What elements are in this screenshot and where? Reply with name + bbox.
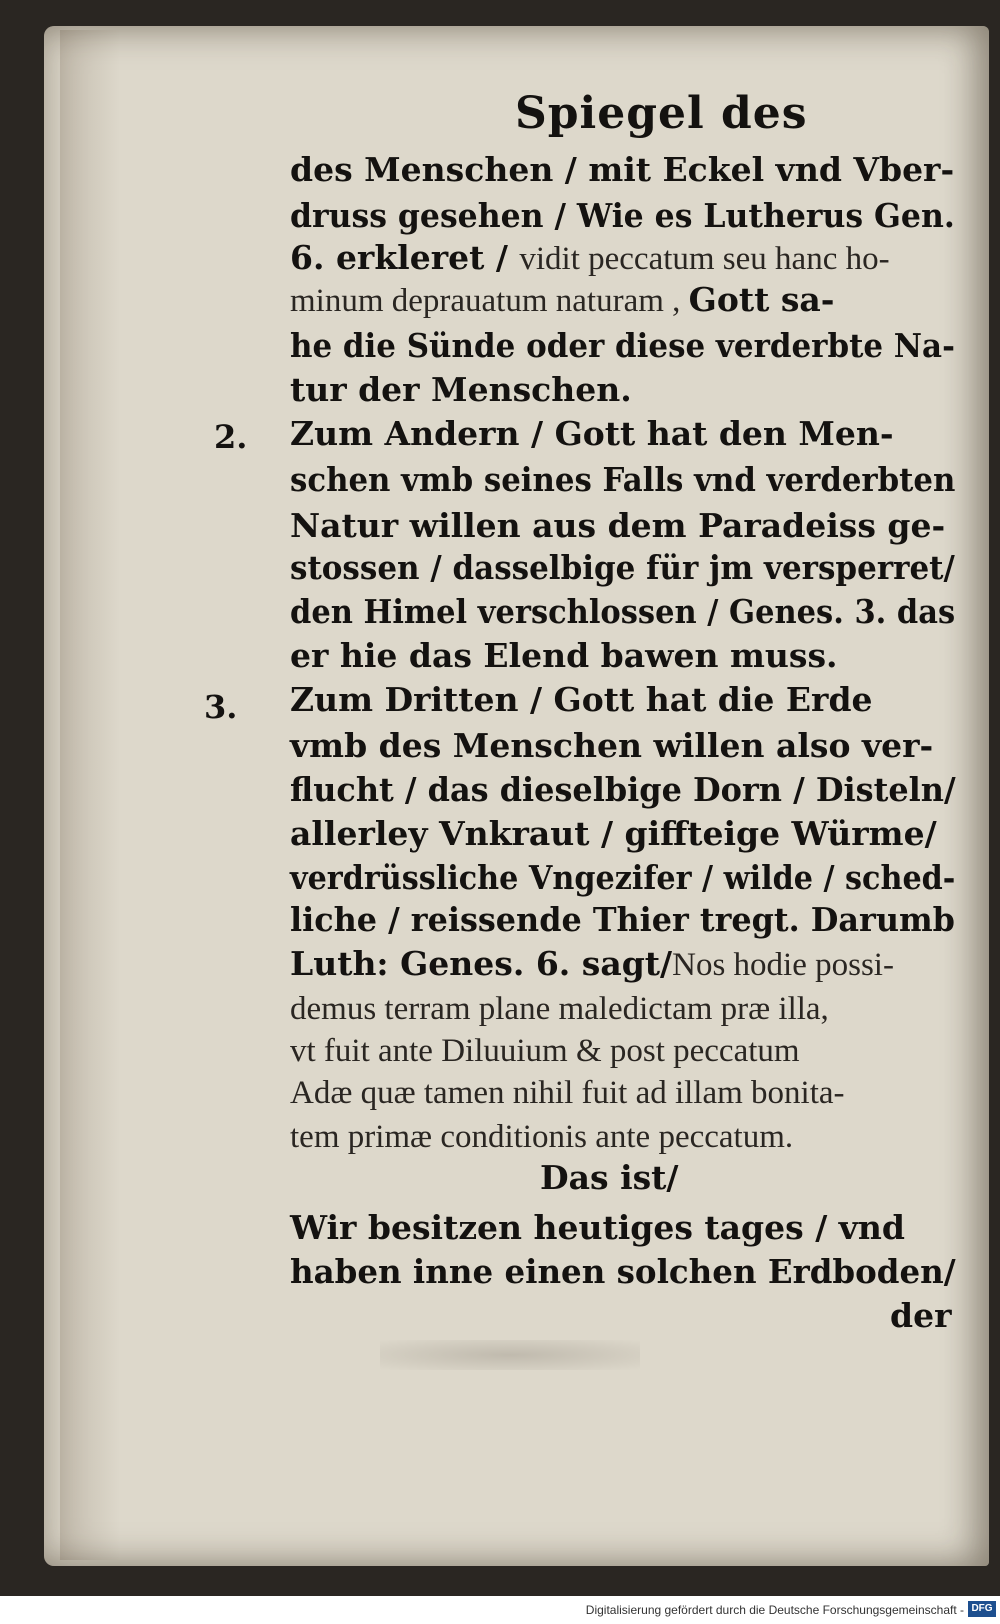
german-text: vmb des Menschen willen also ver-	[290, 726, 934, 765]
latin-text: minum deprauatum naturam ,	[290, 283, 689, 319]
text-line	[290, 988, 829, 1030]
dfg-logo: DFG	[968, 1601, 996, 1617]
latin-text: vt fuit ante Diluuium & post peccatum	[290, 1033, 800, 1069]
text-line	[290, 1208, 905, 1250]
text-line	[290, 196, 955, 238]
german-text: Zum Dritten / Gott hat die Erde	[290, 680, 873, 719]
text-line	[290, 1116, 793, 1158]
german-text: der	[890, 1296, 952, 1335]
text-line	[290, 944, 894, 986]
german-text: Gott sa-	[688, 280, 835, 319]
latin-text: demus terram plane maledictam præ illa,	[290, 991, 829, 1027]
german-text: des Menschen / mit Eckel vnd Vber-	[290, 150, 955, 189]
text-line	[290, 858, 955, 900]
text-line	[290, 414, 894, 456]
german-text: schen vmb seines Falls vnd verderbten	[290, 460, 956, 499]
text-line	[290, 1030, 800, 1072]
text-line	[290, 680, 873, 722]
text-line	[290, 900, 955, 942]
text-line	[290, 636, 838, 678]
margin-number-3: 3.	[204, 688, 238, 726]
german-text: Luth: Genes. 6. sagt/	[290, 944, 673, 983]
german-text: Zum Andern / Gott hat den Men-	[290, 414, 894, 453]
margin-number-2: 2.	[214, 418, 248, 456]
text-line	[290, 592, 955, 634]
german-text: allerley Vnkraut / giffteige Würme/	[290, 814, 937, 853]
text-line	[290, 280, 834, 322]
text-line	[290, 238, 890, 280]
latin-text: Nos hodie possi-	[672, 947, 894, 983]
text-line	[890, 1296, 951, 1338]
text-line	[290, 726, 933, 768]
german-text: Das ist/	[540, 1158, 679, 1197]
german-text: he die Sünde oder diese verderbte Na-	[290, 326, 955, 365]
text-line	[290, 150, 954, 192]
german-text: Wir besitzen heutiges tages / vnd	[290, 1208, 905, 1247]
latin-text: Adæ quæ tamen nihil fuit ad illam bonita-	[290, 1075, 845, 1111]
german-text: haben inne einen solchen Erdboden/	[290, 1252, 956, 1291]
text-line	[290, 1072, 845, 1114]
german-text: druss gesehen / Wie es Lutherus Gen.	[290, 196, 955, 235]
latin-text: tem primæ conditionis ante peccatum.	[290, 1119, 794, 1155]
text-line	[290, 814, 937, 856]
text-line	[290, 506, 945, 548]
footer-bar	[0, 1596, 1000, 1624]
german-text: Natur willen aus dem Paradeiss ge-	[290, 506, 946, 545]
german-text: liche / reissende Thier tregt. Darumb	[290, 900, 955, 939]
ink-smudge	[380, 1340, 640, 1370]
german-text: den Himel verschlossen / Genes. 3. das	[290, 592, 956, 631]
german-text: tur der Menschen.	[290, 370, 632, 409]
german-text: flucht / das dieselbige Dorn / Disteln/	[290, 770, 956, 809]
footer-credit: Digitalisierung gefördert durch die Deutsche Forschungsgemeinschaft -	[585, 1603, 964, 1617]
text-line	[290, 1252, 956, 1294]
german-text: 6. erkleret /	[290, 238, 520, 277]
latin-text: vidit peccatum seu hanc ho-	[519, 241, 890, 277]
text-line	[290, 460, 955, 502]
german-text: er hie das Elend bawen muss.	[290, 636, 838, 675]
german-text: stossen / dasselbige für jm versperret/	[290, 548, 955, 587]
text-line	[290, 548, 955, 590]
text-line	[290, 326, 955, 368]
text-line	[290, 370, 632, 412]
text-line	[290, 770, 956, 812]
running-head: Spiegel des	[515, 88, 808, 139]
german-text: verdrüssliche Vngezifer / wilde / sched-	[290, 858, 956, 897]
text-line	[540, 1158, 678, 1200]
